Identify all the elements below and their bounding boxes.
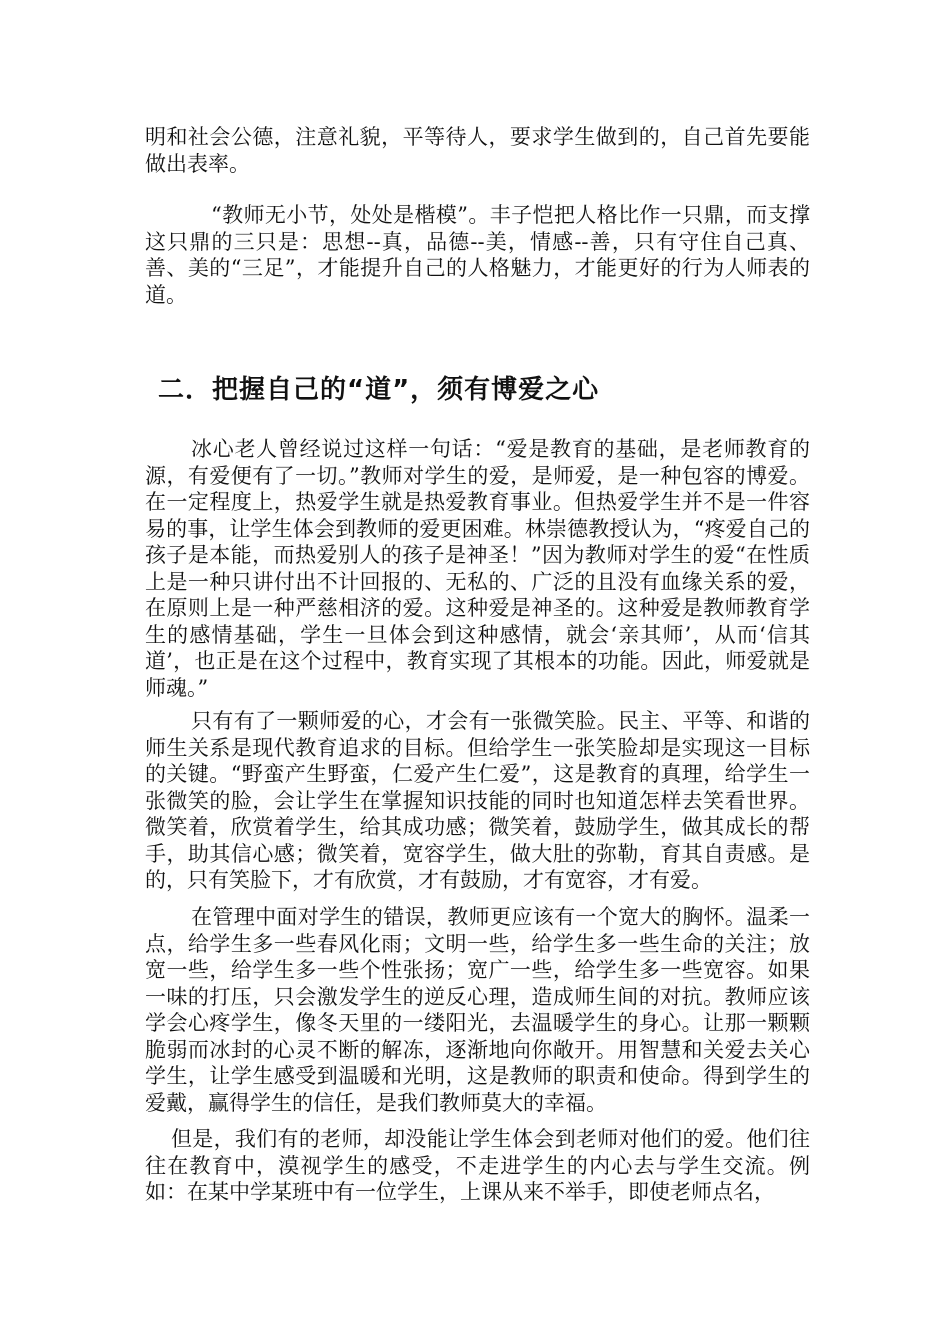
paragraph-however: 但是，我们有的老师，却没能让学生体会到老师对他们的爱。他们往往在教育中，漠视学生的感受，不走进学生的内心去与学生交流。例如：在某中学某班中有一位学生，上课从来不举手，即使老师点名， — [145, 1127, 810, 1204]
paragraph-smiling-face: 只有有了一颗师爱的心，才会有一张微笑脸。民主、平等、和谐的师生关系是现代教育追求的目标。但给学生一张笑脸却是实现这一目标的关键。“野蛮产生野蛮，仁爱产生仁爱”，这是教育的真理，给学生一张微笑的脸，会让学生在掌握知识技能的同时也知道怎样去笑看世界。微笑着，欣赏着学生，给其成功感；微笑着，鼓励学生，做其成长的帮手，助其信心感；微笑着，宽容学生，做大肚的弥勒，育其自责感。是的，只有笑脸下，才有欣赏，才有鼓励，才有宽容，才有爱。 — [145, 709, 810, 892]
section-heading: 二．把握自己的“道”，须有博爱之心 — [158, 375, 600, 405]
paragraph-teacher-love: 冰心老人曾经说过这样一句话：“爱是教育的基础，是老师教育的源，有爱便有了一切。”教师对学生的爱，是师爱，是一种包容的博爱。在一定程度上，热爱学生就是热爱教育事业。但热爱学生并不是一件容易的事，让学生体会到教师的爱更困难。林崇德教授认为，“疼爱自己的孩子是本能，而热爱别人的孩子是神圣！”因为教师对学生的爱“在性质上是一种只讲付出不计回报的、无私的、广泛的且没有血缘关系的爱，在原则上是一种严慈相济的爱。这种爱是神圣的。这种爱是教师教育学生的感情基础，学生一旦体会到这种感情，就会‘亲其师’，从而‘信其道’，也正是在这个过程中，教育实现了其根本的功能。因此，师爱就是师魂。” — [145, 437, 810, 700]
paragraph-tolerance: 在管理中面对学生的错误，教师更应该有一个宽大的胸怀。温柔一点，给学生多一些春风化雨；文明一些，给学生多一些生命的关注；放宽一些，给学生多一些个性张扬；宽广一些，给学生多一些宽容。如果一味的打压，只会激发学生的逆反心理，造成师生间的对抗。教师应该学会心疼学生，像冬天里的一缕阳光，去温暖学生的身心。让那一颗颗脆弱而冰封的心灵不断的解冻，逐渐地向你敞开。用智慧和关爱去关心学生，让学生感受到温暖和光明，这是教师的职责和使命。得到学生的爱戴，赢得学生的信任，是我们教师莫大的幸福。 — [145, 905, 810, 1115]
paragraph-continuation: 明和社会公德，注意礼貌，平等待人，要求学生做到的，自己首先要能做出表率。 — [145, 125, 810, 176]
paragraph-teacher-model: “教师无小节，处处是楷模”。丰子恺把人格比作一只鼎，而支撑这只鼎的三只是：思想--真，品德--美，情感--善，只有守住自己真、善、美的“三足”，才能提升自己的人格魅力，才能更好的行为人师表的道。 — [145, 203, 810, 307]
